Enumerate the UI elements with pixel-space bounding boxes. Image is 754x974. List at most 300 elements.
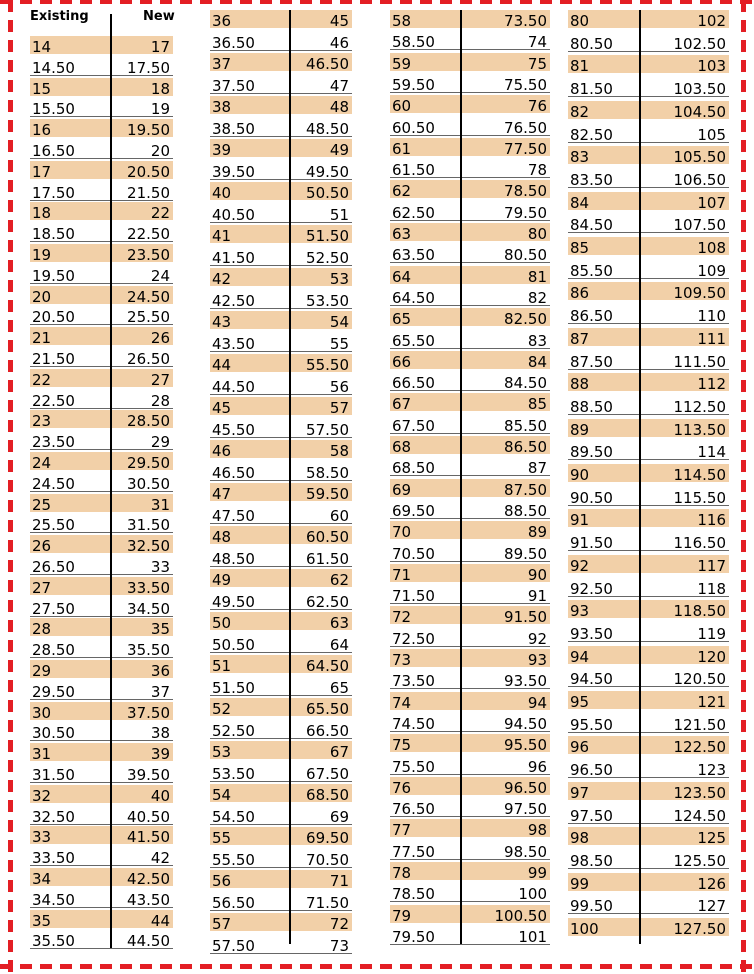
existing-size-cell: 24 [32,454,52,472]
existing-size-cell: 85.50 [570,261,613,280]
existing-size-cell: 71.50 [392,587,435,606]
new-size-cell: 28 [150,391,170,410]
table-row [390,777,550,795]
new-size-cell: 49 [329,141,349,159]
existing-size-cell: 58.50 [392,33,435,52]
table-row [568,214,729,233]
table-row [390,905,550,923]
new-size-cell: 67 [329,743,349,761]
new-size-cell: 71 [329,872,349,890]
existing-size-cell: 17 [32,162,52,181]
existing-size-cell: 96 [570,738,590,757]
table-row [390,543,550,562]
existing-size-cell: 61.50 [392,161,435,180]
new-size-cell: 111 [697,329,726,348]
existing-size-cell: 19 [32,246,52,264]
existing-size-cell: 95.50 [570,715,613,734]
dashed-border-right [741,0,746,974]
existing-size-cell: 50 [212,614,232,632]
table-row [568,282,729,303]
existing-size-cell: 43 [212,313,232,331]
table-row [568,55,729,76]
new-size-cell: 19.50 [127,121,170,140]
table-row [210,698,352,716]
existing-size-cell: 32.50 [32,807,75,826]
table-row [390,798,550,817]
new-size-cell: 92 [527,629,547,648]
existing-size-cell: 15.50 [32,100,75,119]
existing-size-cell: 60.50 [392,118,435,137]
existing-size-cell: 79 [392,906,412,925]
table-row [210,53,352,71]
new-size-cell: 40 [150,786,170,805]
existing-size-cell: 79.50 [392,927,435,946]
table-row [30,286,173,304]
table-row [30,847,173,866]
new-size-cell: 37 [150,682,170,701]
new-size-cell: 34.50 [127,599,170,618]
new-size-cell: 51 [329,205,349,224]
existing-size-cell: 27 [32,578,52,597]
new-size-cell: 94 [527,693,547,712]
new-size-cell: 68.50 [306,786,349,804]
new-size-cell: 116 [697,511,726,530]
existing-size-cell: 46.50 [212,463,255,482]
table-row [30,57,173,76]
new-size-cell: 102.50 [673,34,726,53]
table-row [30,618,173,639]
table-row [210,311,352,329]
table-row [30,473,173,492]
table-row [568,532,729,551]
existing-size-cell: 51.50 [212,678,255,697]
existing-size-cell: 95 [570,693,590,711]
existing-size-cell: 67 [392,395,412,414]
new-size-cell: 33.50 [127,578,170,597]
table-row [390,138,550,156]
dashed-border-bottom [0,964,754,969]
existing-size-cell: 21 [32,329,52,348]
existing-size-cell: 44 [212,356,232,374]
table-row [30,764,173,783]
new-size-cell: 112 [697,375,726,394]
existing-size-cell: 76.50 [392,800,435,819]
table-row [210,182,352,200]
new-size-cell: 39.50 [127,766,170,784]
existing-size-cell: 78 [392,864,412,882]
new-size-cell: 90 [527,565,547,584]
table-row [568,714,729,733]
existing-size-cell: 80 [570,12,590,30]
new-size-cell: 25.50 [127,308,170,327]
table-row [568,101,729,119]
table-row [390,479,550,497]
new-size-cell: 79.50 [504,203,547,222]
table-row [568,918,729,936]
existing-size-cell: 29.50 [32,682,75,701]
table-row [568,192,729,210]
new-size-cell: 122.50 [673,738,726,757]
new-size-cell: 76 [527,97,547,116]
table-row [210,763,352,782]
existing-size-cell: 81.50 [570,80,613,99]
table-row [210,225,352,243]
new-size-cell: 97.50 [504,800,547,819]
table-row [210,634,352,653]
table-row [568,33,729,52]
table-row [390,883,550,902]
existing-size-cell: 87.50 [570,352,613,371]
new-size-cell: 51.50 [306,227,349,245]
existing-size-cell: 18 [32,204,52,223]
existing-size-cell: 23 [32,412,52,431]
existing-size-cell: 60 [392,97,412,116]
existing-size-cell: 36 [212,12,232,30]
table-row [568,691,729,709]
existing-size-cell: 51 [212,657,232,675]
existing-size-cell: 88 [570,375,590,394]
new-size-cell: 48 [329,98,349,116]
table-row [390,415,550,434]
table-row [30,369,173,387]
table-row [210,720,352,739]
new-size-cell: 91.50 [504,608,547,627]
new-size-cell: 45 [329,12,349,30]
existing-size-cell: 30 [32,703,52,722]
existing-size-cell: 42.50 [212,291,255,310]
new-size-cell: 71.50 [306,893,349,912]
new-size-cell: 77.50 [504,139,547,158]
new-size-cell: 44.50 [127,932,170,951]
new-size-cell: 35.50 [127,641,170,660]
table-row [30,785,173,803]
new-size-cell: 95.50 [504,736,547,755]
existing-size-cell: 16.50 [32,142,75,160]
existing-size-cell: 25.50 [32,516,75,535]
table-row [30,390,173,409]
table-row [210,526,352,544]
new-size-cell: 127 [697,897,726,916]
existing-size-cell: 31.50 [32,766,75,784]
new-size-cell: 28.50 [127,412,170,431]
new-size-cell: 59.50 [306,485,349,503]
table-row [390,53,550,71]
existing-size-cell: 98.50 [570,851,613,870]
new-size-cell: 75 [527,54,547,73]
new-size-cell: 57.50 [306,420,349,439]
new-size-cell: 44 [150,911,170,930]
table-row [390,330,550,349]
existing-size-cell: 99 [570,874,590,893]
new-size-cell: 73 [329,936,349,955]
table-row [210,569,352,587]
table-row [210,290,352,309]
existing-size-cell: 90 [570,466,590,484]
table-row [568,396,729,415]
table-row [210,462,352,481]
new-size-cell: 17 [150,38,170,56]
existing-size-cell: 52 [212,700,232,718]
existing-size-cell: 65 [392,310,412,329]
new-size-cell: 100.50 [494,906,547,925]
existing-size-cell: 55.50 [212,850,255,869]
new-size-cell: 42 [150,849,170,868]
existing-size-cell: 68 [392,438,412,456]
table-row [390,841,550,860]
existing-size-cell: 93.50 [570,624,613,643]
table-row [568,668,729,687]
existing-size-cell: 30.50 [32,724,75,743]
new-size-cell: 78.50 [504,182,547,201]
existing-size-cell: 89 [570,420,590,439]
table-row [210,204,352,223]
new-size-cell: 52.50 [306,248,349,267]
existing-size-cell: 55 [212,829,232,847]
table-row [390,500,550,519]
table-row [30,868,173,886]
table-row [210,139,352,157]
table-row [390,862,550,880]
existing-size-cell: 81 [570,57,590,76]
new-size-cell: 60 [329,506,349,525]
existing-size-cell: 82 [570,102,590,121]
table-row [568,124,729,143]
existing-size-cell: 45 [212,399,232,417]
new-size-cell: 124.50 [673,806,726,825]
existing-size-cell: 27.50 [32,599,75,618]
existing-size-cell: 41.50 [212,248,255,267]
new-size-cell: 118 [697,579,726,598]
existing-size-cell: 20.50 [32,308,75,327]
new-size-cell: 53 [329,270,349,288]
table-row [210,677,352,696]
existing-size-cell: 75 [392,736,412,755]
new-size-cell: 84.50 [504,374,547,393]
new-size-cell: 105.50 [673,148,726,167]
new-size-cell: 98 [527,821,547,840]
table-row [390,926,550,945]
existing-size-cell: 74 [392,693,412,712]
table-row [568,464,729,482]
existing-size-cell: 76 [392,778,412,797]
existing-size-cell: 72 [392,608,412,627]
table-row [30,244,173,262]
existing-size-cell: 46 [212,442,232,460]
existing-size-cell: 63.50 [392,246,435,265]
existing-size-cell: 33 [32,828,52,847]
table-row [30,36,173,54]
table-row [568,895,729,914]
new-size-cell: 66.50 [306,721,349,740]
table-row [30,826,173,847]
table-row [210,591,352,610]
new-size-cell: 42.50 [127,870,170,888]
table-row [210,827,352,845]
table-row [210,268,352,286]
existing-size-cell: 94 [570,647,590,666]
new-size-cell: 83 [527,331,547,350]
table-row [390,372,550,391]
existing-size-cell: 70.50 [392,544,435,563]
new-size-cell: 103 [697,57,726,76]
table-row [210,913,352,931]
new-size-cell: 96.50 [504,778,547,797]
new-size-cell: 98.50 [504,842,547,861]
table-row [568,351,729,370]
table-row [30,223,173,242]
table-row [30,161,173,179]
table-row [30,577,173,595]
new-size-cell: 123.50 [673,783,726,802]
table-row [210,935,352,954]
table-row [568,169,729,188]
table-row [30,639,173,658]
new-size-cell: 121.50 [673,715,726,734]
table-row [210,75,352,94]
new-size-cell: 99 [527,864,547,882]
table-row [30,930,173,949]
table-row [30,182,173,201]
existing-size-cell: 78.50 [392,885,435,904]
existing-size-cell: 84.50 [570,216,613,235]
new-size-cell: 57 [329,399,349,417]
existing-size-cell: 48.50 [212,549,255,568]
table-row [568,759,729,778]
table-row [390,393,550,414]
existing-size-cell: 50.50 [212,635,255,654]
new-size-cell: 116.50 [673,534,726,553]
existing-size-cell: 63 [392,225,412,243]
table-row [390,244,550,263]
new-size-cell: 24.50 [127,287,170,306]
new-size-cell: 101 [518,927,547,946]
new-size-cell: 112.50 [673,397,726,416]
table-row [568,623,729,642]
new-size-cell: 107 [697,193,726,212]
new-size-cell: 117 [697,556,726,575]
new-size-cell: 65.50 [306,700,349,718]
new-size-cell: 69 [329,807,349,826]
new-size-cell: 24 [150,266,170,285]
new-size-cell: 126 [697,874,726,893]
existing-size-cell: 92.50 [570,579,613,598]
new-size-cell: 107.50 [673,216,726,235]
existing-size-cell: 64.50 [392,288,435,307]
table-row [30,431,173,450]
table-row [568,578,729,597]
new-size-cell: 109.50 [673,284,726,303]
new-size-cell: 49.50 [306,162,349,181]
table-row [568,305,729,324]
existing-size-cell: 18.50 [32,225,75,244]
new-size-cell: 29.50 [127,454,170,472]
table-row [210,612,352,630]
existing-size-cell: 66.50 [392,374,435,393]
new-size-cell: 30.50 [127,474,170,493]
existing-size-cell: 56.50 [212,893,255,912]
table-row [390,180,550,201]
new-size-cell: 67.50 [306,764,349,783]
new-size-cell: 115.50 [673,488,726,507]
existing-size-cell: 73 [392,651,412,669]
existing-size-cell: 26 [32,537,52,556]
table-row [390,436,550,454]
table-row [210,440,352,458]
existing-size-cell: 38.50 [212,119,255,138]
existing-size-cell: 97 [570,783,590,802]
new-size-cell: 36 [150,662,170,680]
existing-size-cell: 20 [32,287,52,306]
existing-size-cell: 39.50 [212,162,255,181]
new-size-cell: 21.50 [127,183,170,202]
table-row [30,660,173,678]
new-size-cell: 119 [697,624,726,643]
new-size-cell: 63 [329,614,349,632]
new-size-cell: 31 [150,495,170,514]
new-size-cell: 55.50 [306,356,349,374]
table-row [568,237,729,255]
existing-size-cell: 34.50 [32,890,75,909]
existing-size-cell: 90.50 [570,488,613,507]
new-size-cell: 37.50 [127,703,170,722]
table-row [30,348,173,367]
new-size-cell: 22.50 [127,225,170,244]
new-size-cell: 20.50 [127,162,170,181]
new-size-cell: 19 [150,100,170,119]
table-row [210,10,352,28]
existing-size-cell: 19.50 [32,266,75,285]
column-divider-line [110,14,112,948]
new-size-cell: 118.50 [673,602,726,621]
new-size-cell: 62.50 [306,592,349,611]
new-size-cell: 81 [527,267,547,286]
existing-size-cell: 83.50 [570,170,613,189]
table-row [30,889,173,908]
new-size-cell: 111.50 [673,352,726,371]
table-row [210,118,352,137]
new-size-cell: 17.50 [127,58,170,77]
new-size-cell: 55 [329,334,349,353]
table-row [568,850,729,869]
existing-size-cell: 64 [392,267,412,286]
table-row [568,600,729,621]
table-row [210,548,352,567]
existing-size-cell: 66 [392,352,412,371]
existing-size-cell: 71 [392,565,412,584]
new-size-cell: 61.50 [306,549,349,568]
table-row [30,598,173,617]
existing-size-cell: 58 [392,12,412,30]
new-size-cell: 87 [527,459,547,478]
table-row [210,505,352,524]
existing-size-cell: 97.50 [570,806,613,825]
existing-size-cell: 36.50 [212,33,255,52]
table-row [30,702,173,720]
new-size-cell: 105 [697,125,726,144]
new-size-cell: 110 [697,307,726,326]
new-size-cell: 74 [527,33,547,52]
new-size-cell: 33 [150,558,170,576]
new-size-cell: 43.50 [127,890,170,909]
table-row [210,849,352,868]
new-size-cell: 46.50 [306,55,349,73]
table-row [30,452,173,470]
table-row [210,870,352,888]
new-size-cell: 70.50 [306,850,349,869]
existing-size-cell: 72.50 [392,629,435,648]
new-size-cell: 120 [697,647,726,666]
existing-size-cell: 49 [212,571,232,589]
